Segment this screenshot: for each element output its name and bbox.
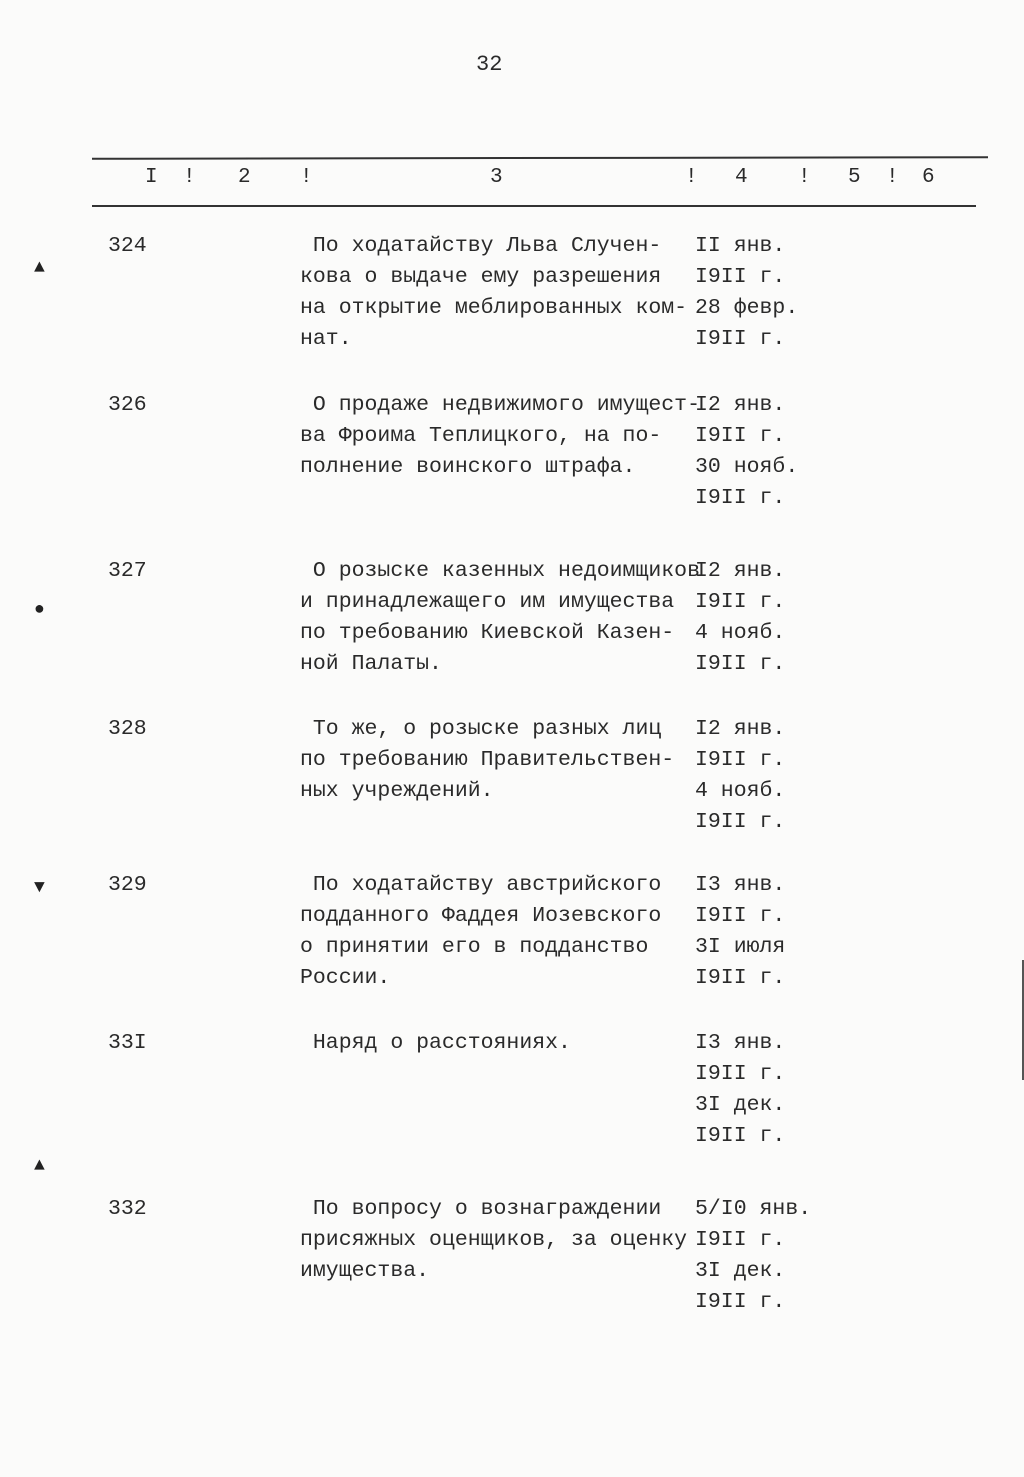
description-line: ной Палаты.	[300, 652, 442, 676]
table-header-bottom-rule	[92, 205, 976, 207]
entry-dates	[695, 556, 785, 680]
entry-dates	[695, 390, 798, 514]
description-line: Наряд о расстояниях.	[300, 1031, 571, 1055]
entry-description	[300, 714, 674, 807]
column-separator: !	[183, 166, 196, 189]
date-line: I2 янв.	[695, 559, 786, 583]
date-line: I9II г.	[695, 590, 786, 614]
entry-description	[300, 390, 700, 483]
date-line: I9II г.	[695, 1062, 786, 1086]
entry-description	[300, 231, 687, 355]
column-separator: !	[798, 166, 811, 189]
description-line: имущества.	[300, 1259, 430, 1283]
description-line: ных учреждений.	[300, 779, 494, 803]
column-header: 5	[848, 166, 861, 189]
column-header: I	[145, 166, 158, 189]
page-number: 32	[476, 52, 503, 77]
entry-description	[300, 870, 661, 994]
entry-description	[300, 1028, 571, 1059]
description-line: нат.	[300, 327, 352, 351]
date-line: 5/I0 янв.	[695, 1197, 812, 1221]
description-line: По вопросу о вознаграждении	[300, 1197, 662, 1221]
date-line: I9II г.	[695, 748, 786, 772]
date-line: I9II г.	[695, 424, 786, 448]
date-line: 30 нояб.	[695, 455, 799, 479]
description-line: присяжных оценщиков, за оценку	[300, 1228, 688, 1252]
date-line: 3I июля	[695, 935, 786, 959]
description-line: по требованию Правительствен-	[300, 748, 675, 772]
description-line: подданного Фаддея Иозевского	[300, 904, 662, 928]
column-separator: !	[886, 166, 899, 189]
description-line: По ходатайству Льва Случен-	[300, 234, 662, 258]
entry-number: 328	[108, 717, 147, 741]
entry-dates	[695, 714, 785, 838]
description-line: о принятии его в подданство	[300, 935, 649, 959]
date-line: I3 янв.	[695, 873, 786, 897]
description-line: по требованию Киевской Казен-	[300, 621, 675, 645]
description-line: То же, о розыске разных лиц	[300, 717, 662, 741]
column-header: 3	[490, 166, 503, 189]
entry-description	[300, 1194, 687, 1287]
date-line: I2 янв.	[695, 717, 786, 741]
column-header: 2	[238, 166, 251, 189]
description-line: и принадлежащего им имущества	[300, 590, 675, 614]
entry-number: 329	[108, 873, 147, 897]
date-line: I9II г.	[695, 810, 786, 834]
description-line: ва Фроима Теплицкого, на по-	[300, 424, 662, 448]
entry-description	[300, 556, 700, 680]
description-line: России.	[300, 966, 391, 990]
date-line: I9II г.	[695, 652, 786, 676]
date-line: I9II г.	[695, 904, 786, 928]
date-line: I2 янв.	[695, 393, 786, 417]
punch-hole-mark: ▲	[34, 258, 45, 278]
date-line: 28 февр.	[695, 296, 799, 320]
description-line: полнение воинского штрафа.	[300, 455, 636, 479]
entry-number: 324	[108, 234, 147, 258]
date-line: I9II г.	[695, 1290, 786, 1314]
date-line: 4 нояб.	[695, 779, 786, 803]
entry-dates	[695, 231, 798, 355]
punch-hole-mark: ▼	[34, 878, 45, 898]
date-line: 3I дек.	[695, 1259, 786, 1283]
column-header: 4	[735, 166, 748, 189]
description-line: кова о выдаче ему разрешения	[300, 265, 662, 289]
column-separator: !	[685, 166, 698, 189]
date-line: II янв.	[695, 234, 786, 258]
description-line: О продаже недвижимого имущест-	[300, 393, 700, 417]
date-line: I9II г.	[695, 1228, 786, 1252]
punch-hole-mark: ●	[34, 600, 45, 620]
date-line: 4 нояб.	[695, 621, 786, 645]
description-line: По ходатайству австрийского	[300, 873, 662, 897]
entry-number: 326	[108, 393, 147, 417]
entry-dates	[695, 1028, 785, 1152]
punch-hole-mark: ▲	[34, 1156, 45, 1176]
date-line: I3 янв.	[695, 1031, 786, 1055]
entry-number: 332	[108, 1197, 147, 1221]
column-separator: !	[300, 166, 313, 189]
date-line: I9II г.	[695, 966, 786, 990]
date-line: I9II г.	[695, 327, 786, 351]
entry-number: 327	[108, 559, 147, 583]
column-header: 6	[922, 166, 935, 189]
entry-dates	[695, 1194, 811, 1318]
description-line: О розыске казенных недоимщиков	[300, 559, 700, 583]
table-header-top-rule	[92, 156, 988, 160]
entry-dates	[695, 870, 785, 994]
date-line: 3I дек.	[695, 1093, 786, 1117]
date-line: I9II г.	[695, 265, 786, 289]
description-line: на открытие меблированных ком-	[300, 296, 688, 320]
entry-number: 33I	[108, 1031, 147, 1055]
date-line: I9II г.	[695, 1124, 786, 1148]
date-line: I9II г.	[695, 486, 786, 510]
